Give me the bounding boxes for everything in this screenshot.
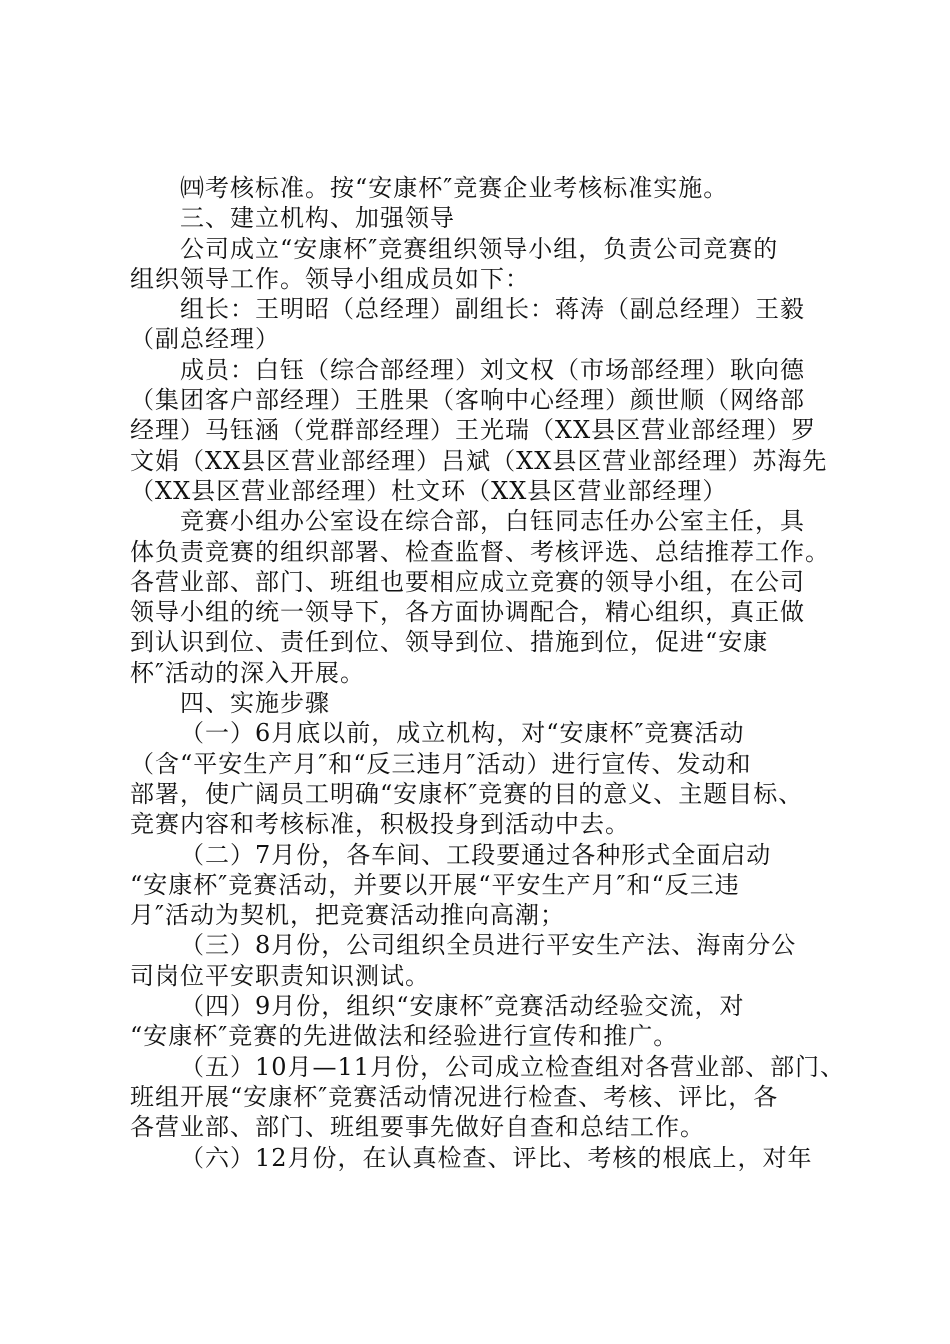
text-line: 司岗位平安职责知识测试。 (130, 961, 430, 990)
text-line: （三）8月份，公司组织全员进行平安生产法、海南分公 (180, 931, 797, 960)
text-line: 各营业部、部门、班组也要相应成立竞赛的领导小组，在公司 (130, 567, 805, 596)
text-line: （含“平安生产月″和“反三违月″活动）进行宣传、发动和 (130, 749, 752, 778)
text-line: 领导小组的统一领导下，各方面协调配合，精心组织，真正做 (130, 598, 805, 627)
text-line: （二）7月份，各车间、工段要通过各种形式全面启动 (180, 840, 772, 869)
text-line: （六）12月份，在认真检查、评比、考核的根底上，对年 (180, 1143, 813, 1172)
text-line: 公司成立“安康杯″竞赛组织领导小组，负责公司竞赛的 (180, 234, 779, 263)
text-line: 经理）马钰涵（党群部经理）王光瑞（XX县区营业部经理）罗 (130, 416, 817, 445)
text-line: （四）9月份，组织“安康杯″竞赛活动经验交流，对 (180, 992, 745, 1021)
text-line: 体负责竞赛的组织部署、检查监督、考核评选、总结推荐工作。 (130, 537, 830, 566)
text-line: （集团客户部经理）王胜果（客响中心经理）颜世顺（网络部 (130, 386, 805, 415)
text-line: “安康杯″竞赛的先进做法和经验进行宣传和推广。 (130, 1022, 679, 1051)
text-line: 文娟（XX县区营业部经理）吕斌（XX县区营业部经理）苏海先 (130, 446, 828, 475)
text-line: 四、实施步骤 (180, 689, 330, 718)
text-line: （副总经理） (130, 325, 280, 354)
text-line: 各营业部、部门、班组要事先做好自查和总结工作。 (130, 1113, 705, 1142)
text-line: 竞赛小组办公室设在综合部，白钰同志任办公室主任，具 (180, 507, 805, 536)
text-line: “安康杯″竞赛活动，并要以开展“平安生产月″和“反三违 (130, 870, 740, 899)
text-line: （一）6月底以前，成立机构，对“安康杯″竞赛活动 (180, 719, 745, 748)
document-body (130, 173, 850, 1173)
text-line: 班组开展“安康杯″竞赛活动情况进行检查、考核、评比，各 (130, 1082, 779, 1111)
text-line: 部署，使广阔员工明确“安康杯″竞赛的目的意义、主题目标、 (130, 779, 804, 808)
text-line: （XX县区营业部经理）杜文环（XX县区营业部经理） (130, 476, 728, 505)
text-line: 月″活动为契机，把竞赛活动推向高潮； (130, 901, 565, 930)
text-line: 成员：白钰（综合部经理）刘文权（市场部经理）耿向德 (180, 355, 805, 384)
text-line: 组织领导工作。领导小组成员如下： (130, 264, 530, 293)
text-line: 三、建立机构、加强领导 (180, 204, 455, 233)
text-line: 杯″活动的深入开展。 (130, 658, 365, 687)
text-line: 竞赛内容和考核标准，积极投身到活动中去。 (130, 810, 630, 839)
text-line: ㈣考核标准。按“安康杯″竞赛企业考核标准实施。 (180, 174, 729, 202)
text-line: 组长：王明昭（总经理）副组长：蒋涛（副总经理）王毅 (180, 295, 805, 324)
text-line: 到认识到位、责任到位、领导到位、措施到位，促进“安康 (130, 628, 769, 657)
text-line: （五）10月—11月份，公司成立检查组对各营业部、部门、 (180, 1052, 846, 1081)
